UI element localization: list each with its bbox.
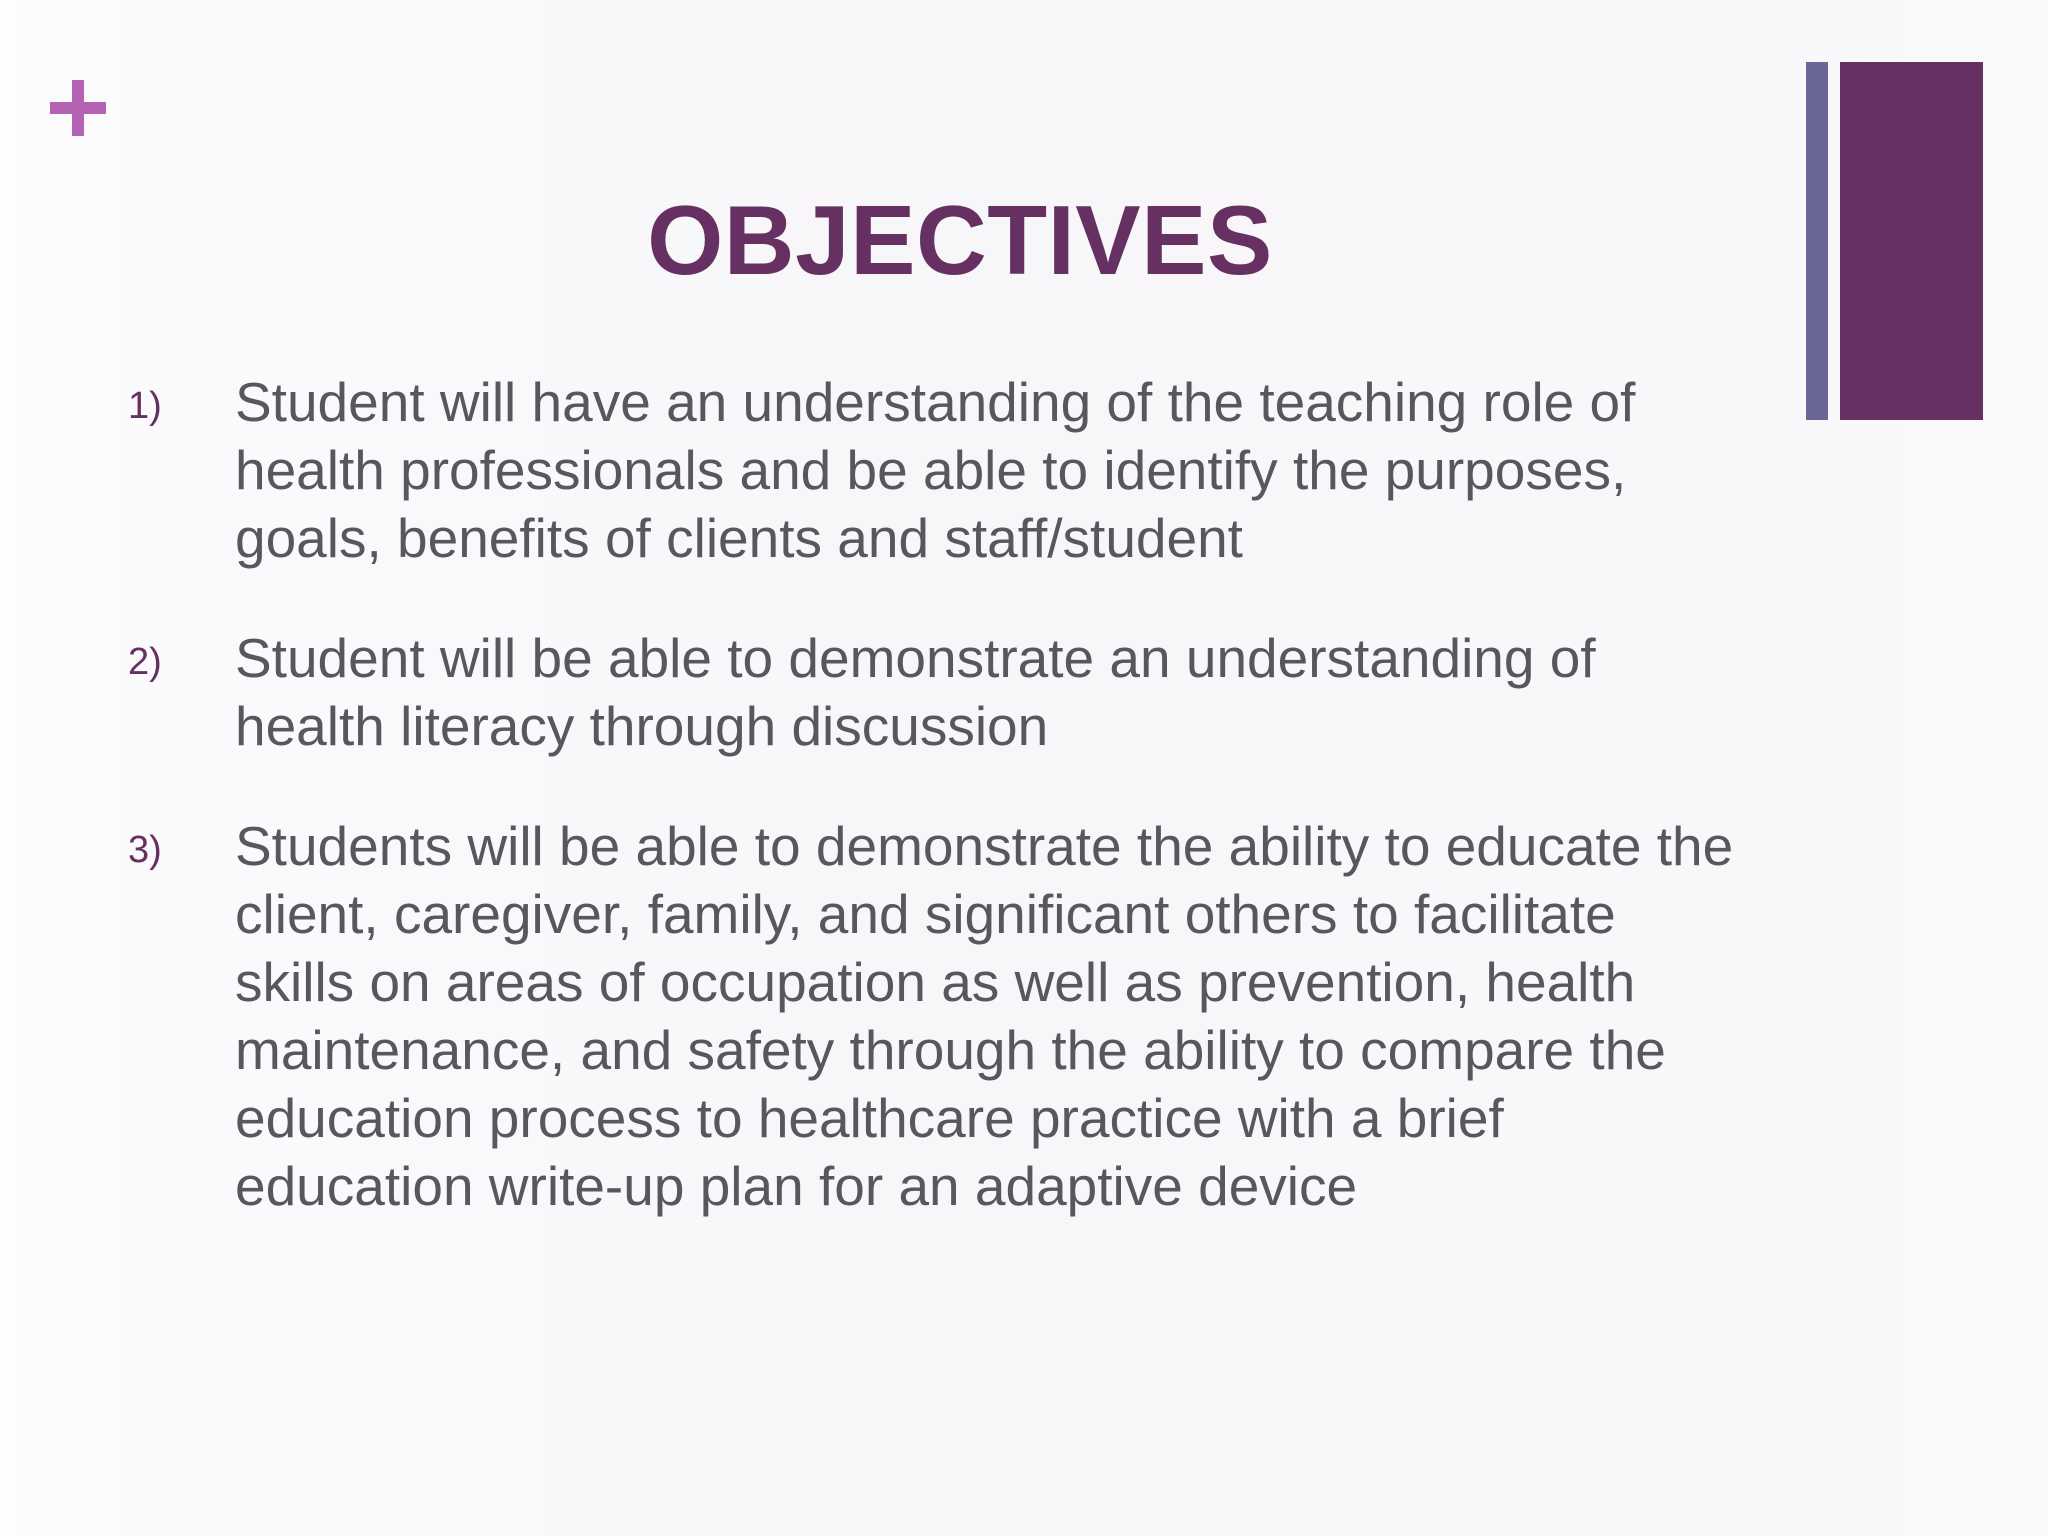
- objective-item-2: [128, 624, 1788, 760]
- objectives-list: [128, 368, 1788, 1272]
- accent-bar-thin: [1806, 62, 1828, 420]
- objective-number: 2): [128, 641, 162, 683]
- objective-text: Student will have an understanding of the teaching role of health professionals and be able to identify the purposes, goals, benefits of clients and staff/student: [235, 371, 1636, 569]
- plus-icon: [50, 80, 106, 136]
- objective-number: 3): [128, 829, 162, 871]
- objective-item-1: [128, 368, 1788, 572]
- objective-text: Student will be able to demonstrate an understanding of health literacy through discussion: [235, 627, 1596, 757]
- objective-text: Students will be able to demonstrate the ability to educate the client, caregiver, family, and significant others to facilitate skills on areas of occupation as well as prevention, health maintenance, and safety through the ability to compare the education process to healthcare practice with a brief education write-up plan for an adaptive device: [235, 815, 1734, 1217]
- objective-number: 1): [128, 385, 162, 427]
- accent-bar-wide: [1840, 62, 1983, 420]
- objective-item-3: [128, 812, 1788, 1220]
- slide-title: OBJECTIVES: [647, 184, 1273, 295]
